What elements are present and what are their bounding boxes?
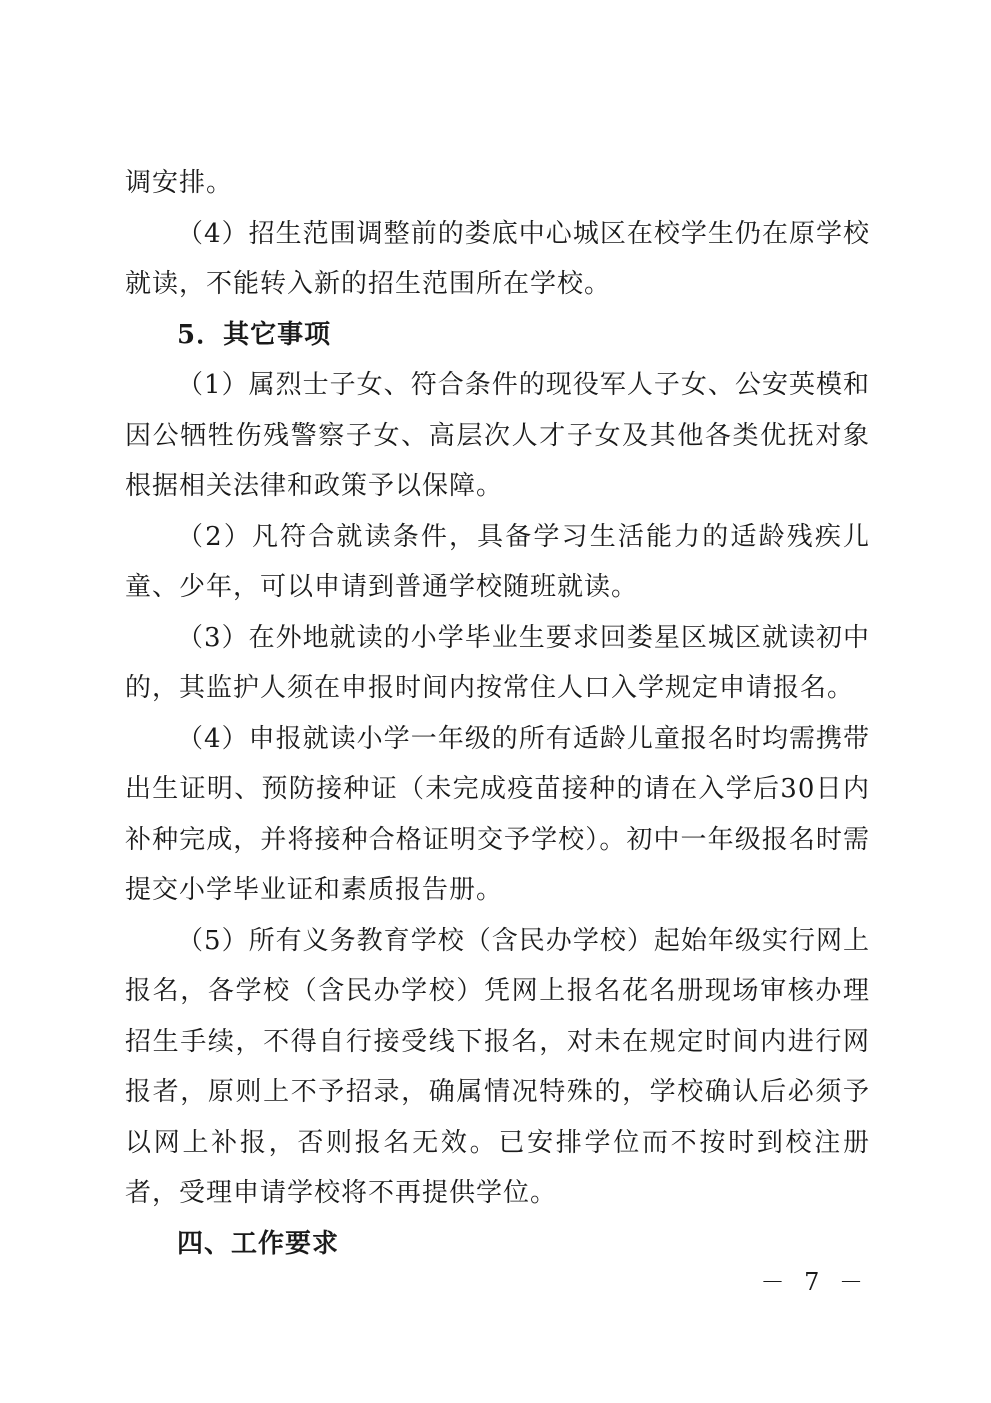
paragraph-item-3: （3）在外地就读的小学毕业生要求回娄星区城区就读初中的，其监护人须在申报时间内按常住人口入学规定申请报名。 xyxy=(125,622,870,703)
section-heading-other-matters: 5．其它事项 xyxy=(177,319,332,350)
paragraph-item-1: （1）属烈士子女、符合条件的现役军人子女、公安英模和因公牺牲伤残警察子女、高层次人才子女及其他各类优抚对象根据相关法律和政策予以保障。 xyxy=(125,370,870,501)
paragraph-item-2: （2）凡符合就读条件，具备学习生活能力的适龄残疾儿童、少年，可以申请到普通学校随班就读。 xyxy=(125,521,870,602)
document-body xyxy=(125,158,870,1269)
paragraph-item-5: （5）所有义务教育学校（含民办学校）起始年级实行网上报名，各学校（含民办学校）凭网上报名花名册现场审核办理招生手续，不得自行接受线下报名，对未在规定时间内进行网报者，原则上不予招录，确属情况特殊的，学校确认后必须予以网上补报，否则报名无效。已安排学位而不按时到校注册者，受理申请学校将不再提供学位。 xyxy=(125,925,870,1208)
page-number: － 7 － xyxy=(760,1268,869,1296)
paragraph-enrollment-scope: （4）招生范围调整前的娄底中心城区在校学生仍在原学校就读，不能转入新的招生范围所在学校。 xyxy=(125,218,870,299)
paragraph-continuation: 调安排。 xyxy=(125,168,234,198)
paragraph-item-4: （4）申报就读小学一年级的所有适龄儿童报名时均需携带出生证明、预防接种证（未完成疫苗接种的请在入学后30日内补种完成，并将接种合格证明交予学校）。初中一年级报名时需提交小学毕业证和素质报告册。 xyxy=(125,723,870,905)
section-heading-work-requirements: 四、工作要求 xyxy=(177,1228,340,1259)
